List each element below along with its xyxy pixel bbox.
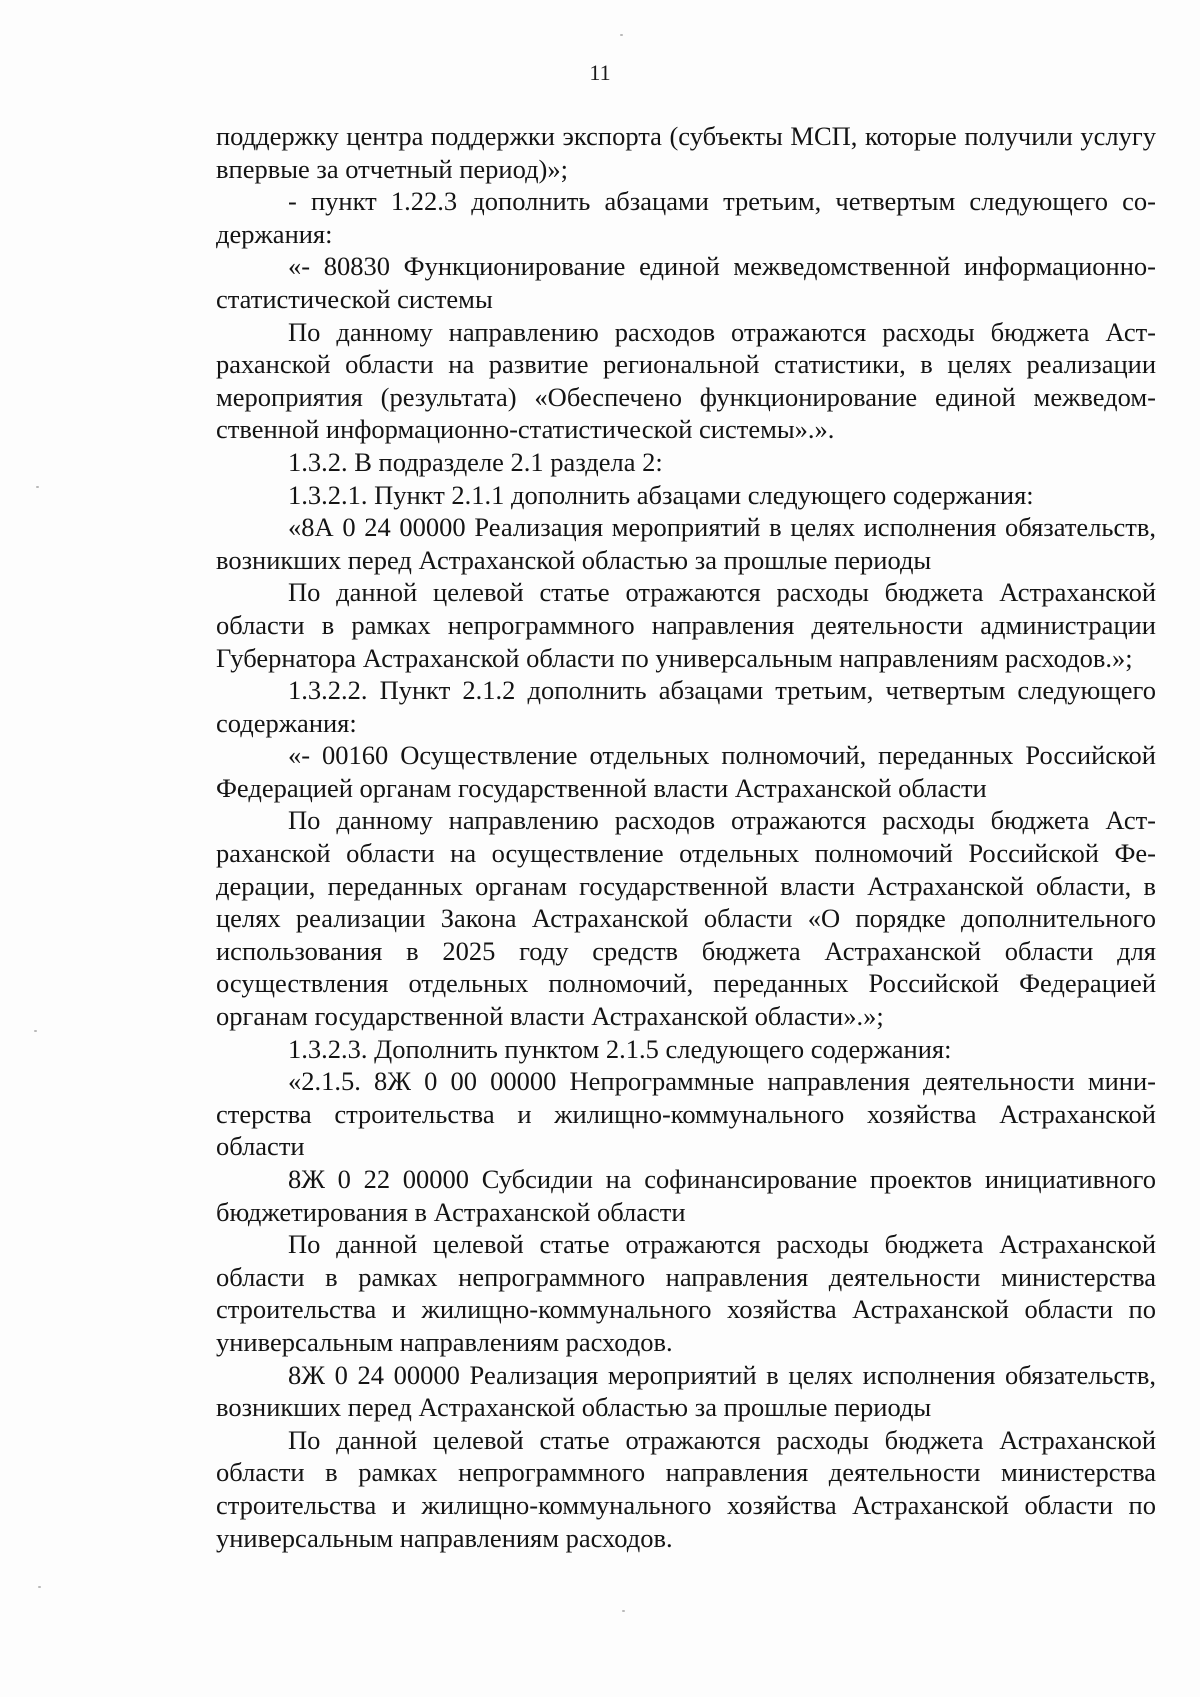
paragraph: поддержку центра поддержки экспорта (субъекты МСП, которые получили услугу впервые за отчетный период)»;: [216, 121, 1156, 184]
paragraph: «- 00160 Осуществление отдельных полномочий, переданных Российской Федерацией органам государственной власти Астраханской области: [216, 740, 1156, 803]
paragraph: 1.3.2.2. Пункт 2.1.2 дополнить абзацами третьим, четвертым следующего содержания:: [216, 675, 1156, 738]
paragraph: 1.3.2.3. Дополнить пунктом 2.1.5 следующего содержания:: [288, 1033, 952, 1064]
document-body: [216, 120, 1156, 1554]
paragraph: По данному направлению расходов отражаются расходы бюджета Астраханской области на развитие региональной статистики, в целях реализации мероприятия (результата) «Обеспечено функционирование единой межведомственной информационно-статистической системы».».: [216, 316, 1156, 445]
paragraph: По данной целевой статье отражаются расходы бюджета Астраханской области в рамках непрограммного направления деятельности администрации Губернатора Астраханской области по универсальным направлениям расходов.»;: [216, 577, 1156, 673]
paragraph: По данному направлению расходов отражаются расходы бюджета Астраханской области на осуществление отдельных полномочий Российской Федерации, переданных органам государственной власти Астраханской области, в целях реализации Закона Астраханской области «О порядке дополнительного использования в 2025 году средств бюджета Астраханской области для осуществления отдельных полномочий, переданных Российской Федерацией органам государственной власти Астраханской области».»;: [216, 805, 1156, 1032]
page-number: 11: [589, 60, 611, 85]
paragraph: «2.1.5. 8Ж 0 00 00000 Непрограммные направления деятельности министерства строительства и жилищно-коммунального хозяйства Астраханской области: [216, 1066, 1156, 1162]
paragraph: - пункт 1.22.3 дополнить абзацами третьим, четвертым следующего содержания:: [216, 186, 1156, 249]
scan-speck: [38, 1586, 41, 1588]
paragraph: По данной целевой статье отражаются расходы бюджета Астраханской области в рамках непрограммного направления деятельности министерства строительства и жилищно-коммунального хозяйства Астраханской области по универсальным направлениям расходов.: [216, 1229, 1156, 1357]
scan-speck: [36, 486, 39, 488]
scan-speck: [622, 1610, 625, 1612]
scan-speck: [34, 1030, 37, 1032]
paragraph: «8А 0 24 00000 Реализация мероприятий в целях исполнения обязательств, возникших перед Астраханской областью за прошлые периоды: [216, 512, 1156, 575]
paragraph: 1.3.2. В подразделе 2.1 раздела 2:: [288, 446, 663, 477]
paragraph: 1.3.2.1. Пункт 2.1.1 дополнить абзацами следующего содержания:: [288, 479, 1034, 510]
scan-speck: [620, 34, 623, 36]
paragraph: 8Ж 0 22 00000 Субсидии на софинансирование проектов инициативного бюджетирования в Астраханской области: [216, 1164, 1156, 1227]
paragraph: По данной целевой статье отражаются расходы бюджета Астраханской области в рамках непрограммного направления деятельности министерства строительства и жилищно-коммунального хозяйства Астраханской области по универсальным направлениям расходов.: [216, 1424, 1156, 1553]
paragraph: 8Ж 0 24 00000 Реализация мероприятий в целях исполнения обязательств, возникших перед Астраханской областью за прошлые периоды: [216, 1359, 1156, 1423]
paragraph: «- 80830 Функционирование единой межведомственной информационно-статистической системы: [216, 251, 1156, 314]
